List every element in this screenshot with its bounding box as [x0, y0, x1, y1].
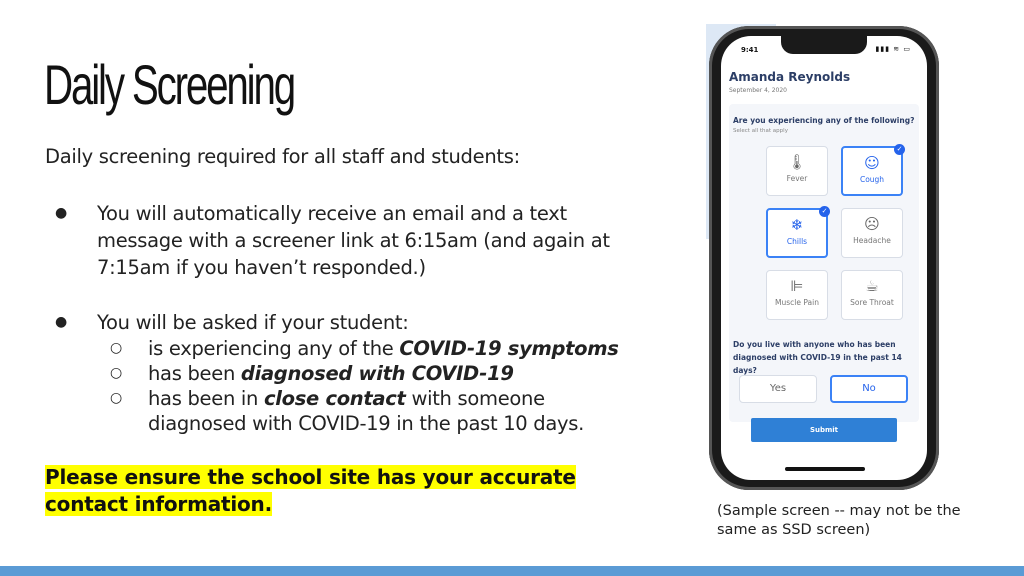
dumbbell-icon: ⊫: [790, 277, 804, 295]
sub-bullet-circle-icon: ○: [110, 365, 122, 381]
symptom-label: Cough: [859, 175, 885, 184]
symptom-label: Headache: [853, 236, 891, 245]
submit-button[interactable]: Submit: [751, 418, 897, 442]
bullet-dot-icon: ●: [55, 205, 67, 221]
symptom-label: Chills: [786, 237, 808, 246]
phone-mockup: [709, 26, 939, 490]
intro-text: Daily screening required for all staff and students:: [45, 145, 520, 168]
sub-bullet-text: has been in close contact with someone diagnosed with COVID-19 in the past 10 days.: [148, 387, 585, 435]
sub-bullet-text: has been diagnosed with COVID-19: [148, 362, 514, 385]
bullet-text: You will automatically receive an email and a text message with a screener link at 6:15am (and again at 7:15am if you haven’t responded.): [97, 202, 610, 279]
symptom-tile-muscle-pain[interactable]: [766, 270, 828, 320]
screening-date: September 4, 2020: [729, 87, 787, 94]
snowflake-icon: ❄: [790, 216, 804, 234]
exposure-question: Do you live with anyone who has been diagnosed with COVID-19 in the past 14 days?: [733, 340, 902, 375]
sub-bullet-text: is experiencing any of the COVID-19 symptoms: [148, 337, 619, 360]
symptom-tile-fever[interactable]: [766, 146, 828, 196]
check-icon: ✓: [819, 206, 830, 217]
bullet-text: You will be asked if your student:: [97, 311, 409, 334]
sub-bullet-circle-icon: ○: [110, 340, 122, 356]
symptom-tile-chills[interactable]: [766, 208, 828, 258]
headache-face-icon: ☹: [864, 215, 880, 233]
user-name: Amanda Reynolds: [729, 70, 851, 84]
symptom-question-hint: Select all that apply: [733, 128, 788, 134]
sample-caption: (Sample screen -- may not be the same as SSD screen): [717, 503, 961, 538]
answer-no-button[interactable]: No: [830, 375, 908, 403]
status-signal-icon: ▮▮▮ ≋ ▭: [875, 45, 911, 53]
check-icon: ✓: [894, 144, 905, 155]
notice-text: Please ensure the school site has your accurate contact information.: [45, 465, 576, 516]
phone-notch: [781, 36, 867, 54]
footer-bar: [0, 566, 1024, 576]
symptom-label: Sore Throat: [850, 298, 894, 307]
sub-bullet-circle-icon: ○: [110, 390, 122, 406]
slide-title: Daily Screening: [44, 53, 294, 116]
symptom-tile-headache[interactable]: [841, 208, 903, 258]
symptom-tile-cough[interactable]: [841, 146, 903, 196]
highlighted-notice: [45, 464, 605, 518]
thermometer-icon: 🌡: [787, 153, 807, 171]
symptom-label: Fever: [786, 174, 808, 183]
symptom-question: Are you experiencing any of the following?: [733, 116, 915, 125]
phone-screen: [721, 36, 927, 480]
bullet-dot-icon: ●: [55, 314, 67, 330]
cough-icon: ☺: [864, 154, 880, 172]
emphasis: close contact: [263, 387, 406, 410]
symptom-tile-sore-throat[interactable]: [841, 270, 903, 320]
status-time: 9:41: [741, 46, 759, 54]
emphasis: COVID-19 symptoms: [399, 337, 619, 360]
mug-icon: ☕: [865, 277, 879, 295]
answer-yes-button[interactable]: Yes: [739, 375, 817, 403]
symptom-label: Muscle Pain: [775, 298, 819, 307]
emphasis: diagnosed with COVID-19: [240, 362, 514, 385]
home-indicator: [785, 467, 865, 471]
